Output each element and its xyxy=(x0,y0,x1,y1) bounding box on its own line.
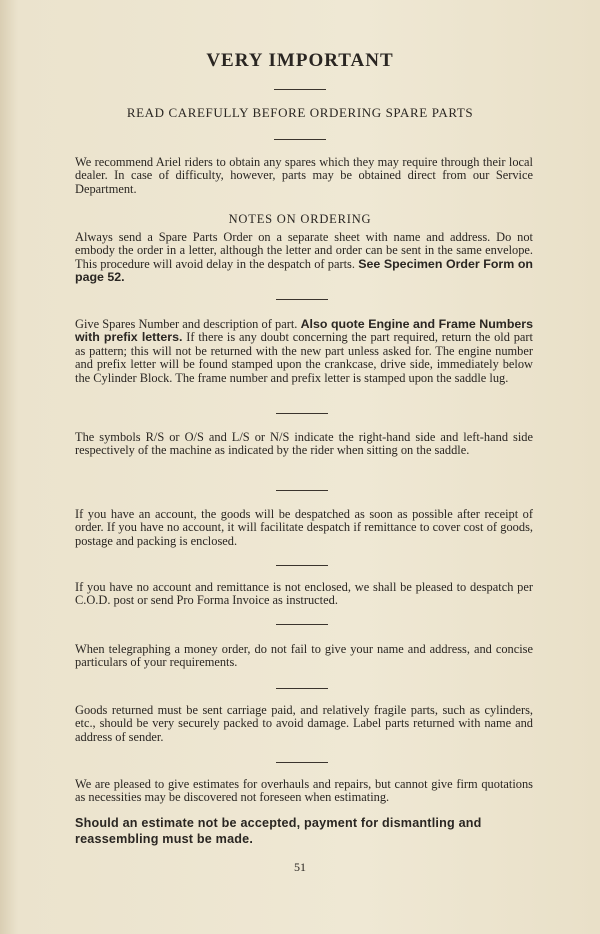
paragraph-symbols: The symbols R/S or O/S and L/S or N/S indicate the right-hand side and left-hand side respectively of the machine as indicated by the rider when sitting on the saddle. xyxy=(75,430,533,458)
paragraph-order-sheet xyxy=(75,231,533,285)
divider xyxy=(276,762,328,763)
intro-paragraph: We recommend Ariel riders to obtain any spares which they may require through their local dealer. In case of difficulty, however, parts may be obtained direct from our Service Department. xyxy=(75,155,533,196)
page-subtitle: READ CAREFULLY BEFORE ORDERING SPARE PARTS xyxy=(126,105,474,120)
paragraph-estimates: We are pleased to give estimates for overhauls and repairs, but cannot give firm quotations as necessities may be discovered not foreseen when estimating. xyxy=(75,777,533,805)
divider xyxy=(274,89,326,90)
divider xyxy=(276,490,328,491)
specimen-note: See Specimen Order Form on page 52. xyxy=(75,256,533,285)
engine-frame-note: Also quote Engine and Frame Numbers with prefix letters. xyxy=(75,317,533,345)
divider xyxy=(274,139,326,140)
paragraph-telegraph: When telegraphing a money order, do not fail to give your name and address, and concise particulars of your requirements. xyxy=(75,642,533,670)
paragraph-part-numbers xyxy=(75,318,533,385)
divider xyxy=(276,565,328,566)
paragraph-no-account: If you have no account and remittance is not enclosed, we shall be pleased to despatch per C.O.D. post or send Pro Forma Invoice as instructed. xyxy=(75,580,533,608)
page-title: VERY IMPORTANT xyxy=(206,50,394,71)
notes-heading: NOTES ON ORDERING xyxy=(228,212,372,226)
estimate-warning: Should an estimate not be accepted, payment for dismantling and reassembling must be made. xyxy=(75,816,482,846)
divider xyxy=(276,299,328,300)
page-number: 51 xyxy=(294,860,306,874)
divider xyxy=(276,624,328,625)
paragraph-text: If there is any doubt concerning the part required, return the old part as pattern; this will not be returned with the new part unless asked for. The engine number and prefix letter will be found stamped upon the crankcase, drive side, immediately below the Cylinder Block. The frame number and prefix letter is stamped upon the saddle lug. xyxy=(75,330,533,385)
paragraph-text: Always send a Spare Parts Order on a separate sheet with name and address. Do not embody the order in a letter, although the letter and order can be sent in the same envelope. This procedure will avoid delay in the despatch of parts. xyxy=(75,230,533,271)
divider xyxy=(276,413,328,414)
paragraph-returns: Goods returned must be sent carriage paid, and relatively fragile parts, such as cylinders, etc., should be very securely packed to avoid damage. Label parts returned with name and address of sender. xyxy=(75,703,533,744)
paragraph-text: Give Spares Number and description of part. xyxy=(75,317,298,331)
paragraph-account: If you have an account, the goods will be despatched as soon as possible after receipt of order. If you have no account, it will facilitate despatch if remittance to cover cost of goods, postage and packing is enclosed. xyxy=(75,507,533,548)
divider xyxy=(276,688,328,689)
